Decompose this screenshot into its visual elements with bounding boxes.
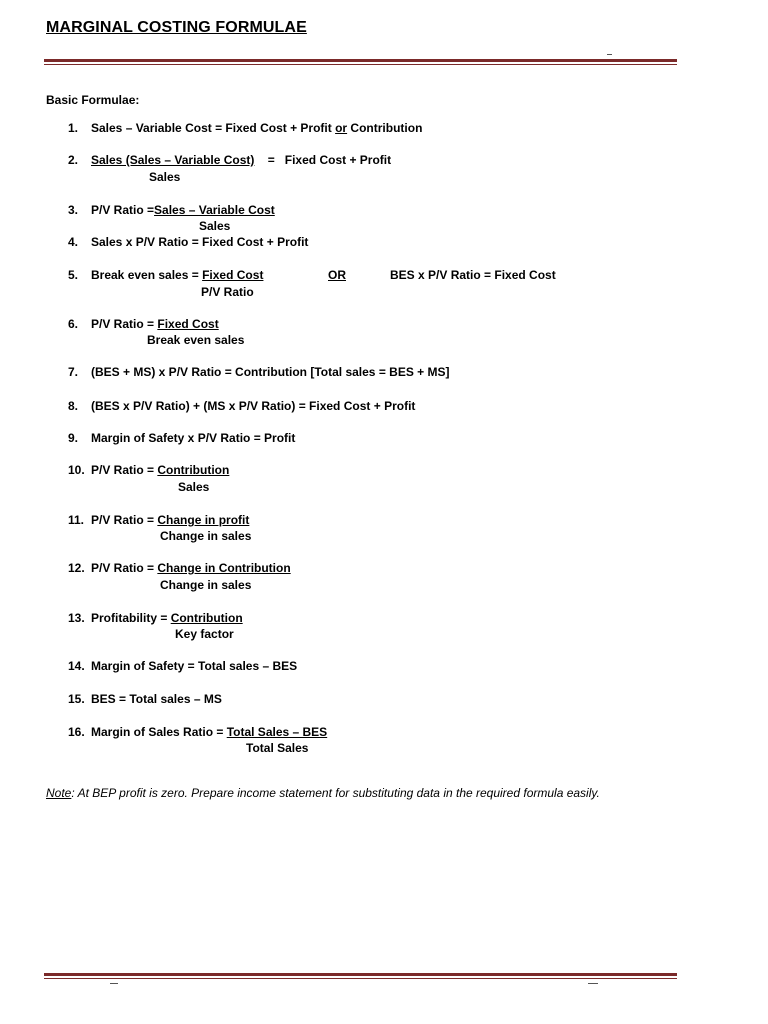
page-title: MARGINAL COSTING FORMULAE bbox=[46, 19, 307, 36]
formula-text: Margin of Sales Ratio = Total Sales – BES bbox=[91, 725, 328, 739]
formula-text: (BES x P/V Ratio) + (MS x P/V Ratio) = Fixed Cost + Profit bbox=[91, 399, 416, 413]
item-number: 4. bbox=[68, 235, 79, 249]
footer-rule-thick bbox=[44, 973, 677, 976]
formula-text: Sales – Variable Cost = Fixed Cost + Profit or Contribution bbox=[91, 121, 423, 135]
section-heading: Basic Formulae: bbox=[46, 93, 140, 107]
footer-rule-thin bbox=[44, 978, 677, 979]
header-tick bbox=[607, 54, 612, 55]
formula-text: P/V Ratio = Change in Contribution bbox=[91, 561, 291, 575]
item-number: 5. bbox=[68, 268, 79, 282]
formula-text: Break even sales = Fixed Cost bbox=[91, 268, 264, 282]
formula-denominator: Break even sales bbox=[147, 333, 245, 347]
item-number: 16. bbox=[68, 725, 85, 739]
header-rule-thin bbox=[44, 64, 677, 65]
item-number: 6. bbox=[68, 317, 79, 331]
footnote bbox=[46, 786, 600, 800]
formula-text: Profitability = Contribution bbox=[91, 611, 243, 625]
or-label: OR bbox=[328, 268, 346, 282]
formula-denominator: Sales bbox=[199, 219, 231, 233]
formula-denominator: P/V Ratio bbox=[201, 285, 254, 299]
formula-text: Margin of Safety x P/V Ratio = Profit bbox=[91, 431, 296, 445]
header-rule-thick bbox=[44, 59, 677, 62]
formula-text: P/V Ratio = Contribution bbox=[91, 463, 230, 477]
item-number: 13. bbox=[68, 611, 85, 625]
item-number: 9. bbox=[68, 431, 79, 445]
formula-text: (BES + MS) x P/V Ratio = Contribution [Total sales = BES + MS] bbox=[91, 365, 450, 379]
formula-denominator: Change in sales bbox=[160, 578, 252, 592]
formula-denominator: Sales bbox=[178, 480, 210, 494]
item-number: 10. bbox=[68, 463, 85, 477]
note-label: Note bbox=[46, 786, 72, 800]
formula-text: P/V Ratio = Change in profit bbox=[91, 513, 250, 527]
item-number: 14. bbox=[68, 659, 85, 673]
item-number: 7. bbox=[68, 365, 79, 379]
note-text: : At BEP profit is zero. Prepare income statement for substituting data in the required formula easily. bbox=[71, 786, 600, 800]
item-number: 1. bbox=[68, 121, 79, 135]
formula-text: Sales (Sales – Variable Cost) = Fixed Cost + Profit bbox=[91, 153, 392, 167]
item-number: 2. bbox=[68, 153, 79, 167]
footer-mark-2 bbox=[588, 983, 598, 984]
alt-formula: BES x P/V Ratio = Fixed Cost bbox=[390, 268, 556, 282]
item-number: 8. bbox=[68, 399, 79, 413]
formula-text: BES = Total sales – MS bbox=[91, 692, 222, 706]
footer-mark-1 bbox=[110, 983, 118, 984]
item-number: 15. bbox=[68, 692, 85, 706]
formula-text: Margin of Safety = Total sales – BES bbox=[91, 659, 298, 673]
item-number: 11. bbox=[68, 513, 85, 527]
formula-text: P/V Ratio =Sales – Variable Cost bbox=[91, 203, 275, 217]
item-number: 12. bbox=[68, 561, 85, 575]
formula-denominator: Sales bbox=[149, 170, 181, 184]
formula-denominator: Total Sales bbox=[246, 741, 309, 755]
item-number: 3. bbox=[68, 203, 79, 217]
formula-text: P/V Ratio = Fixed Cost bbox=[91, 317, 219, 331]
formula-denominator: Change in sales bbox=[160, 529, 252, 543]
formula-text: Sales x P/V Ratio = Fixed Cost + Profit bbox=[91, 235, 309, 249]
formula-denominator: Key factor bbox=[175, 627, 234, 641]
